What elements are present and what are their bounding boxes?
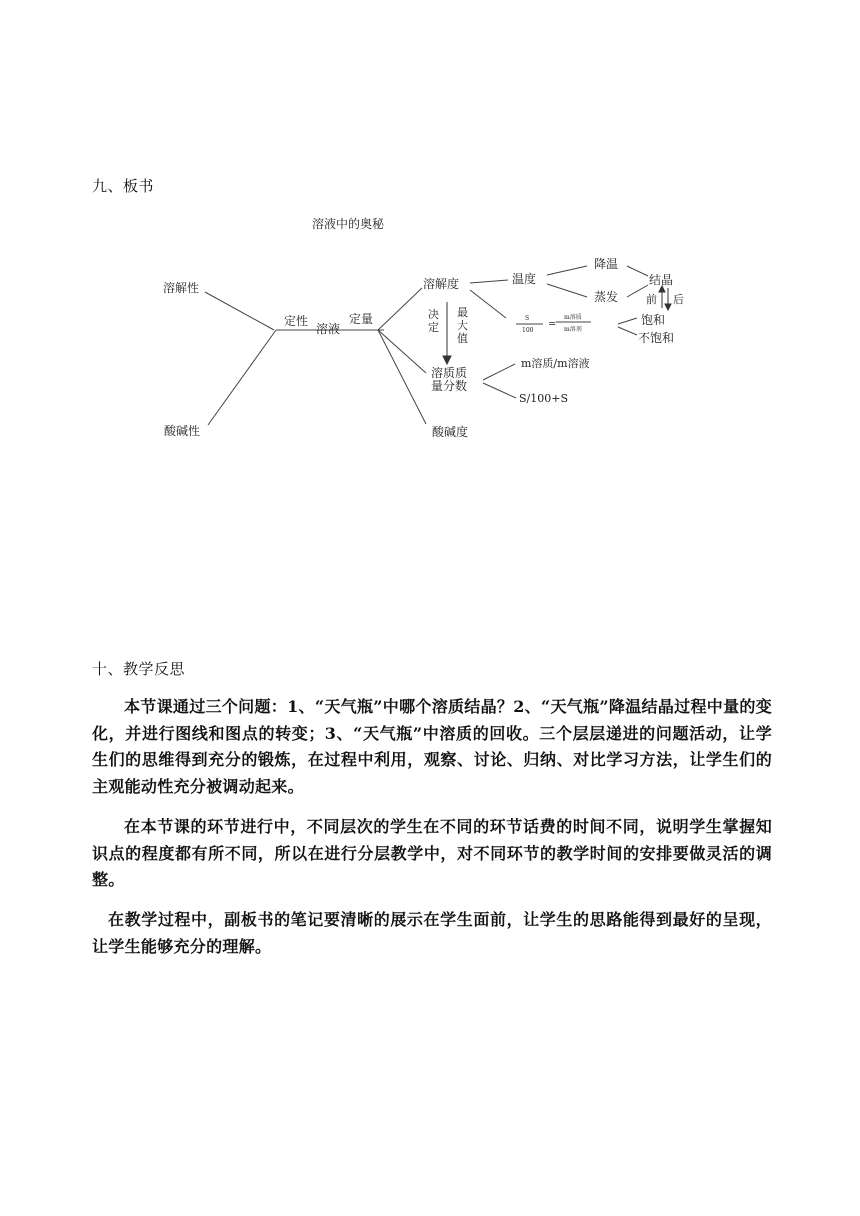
quantitative-label: 定量 — [349, 312, 374, 326]
formula-solubility-ratio: S/100+S — [519, 392, 568, 405]
equals-sign: = — [548, 319, 557, 330]
decide-label-2: 定 — [428, 321, 439, 334]
max-label-3: 值 — [457, 332, 468, 345]
fraction-100: 100 — [522, 327, 534, 334]
max-label-1: 最 — [457, 306, 468, 319]
board-writing-diagram — [0, 0, 860, 460]
decide-label-1: 决 — [428, 308, 439, 321]
section-9-heading: 九、板书 — [92, 177, 155, 195]
crystallize-label: 结晶 — [649, 273, 674, 287]
fraction-m-solvent: m溶剂 — [564, 326, 582, 333]
acidity-degree-label: 酸碱度 — [432, 425, 469, 439]
reflection-paragraph-2: 在本节课的环节进行中，不同层次的学生在不同的环节话费的时间不同，说明学生掌握知识点的程度都有所不同，所以在进行分层教学中，对不同环节的教学时间的安排要做灵活的调整。 — [92, 817, 772, 889]
qualitative-label: 定性 — [284, 314, 309, 328]
mass-fraction-label-2: 量分数 — [431, 379, 468, 393]
max-label-2: 大 — [457, 319, 468, 332]
reflection-paragraph-1: 本节课通过三个问题：1、“天气瓶”中哪个溶质结晶？2、“天气瓶”降温结晶过程中量的变化，并进行图线和图点的转变；3、“天气瓶”中溶质的回收。三个层层递进的问题活动，让学生们的思维得到充分的锻炼，在过程中利用，观察、讨论、归纳、对比学习方法，让学生们的主观能动性充分被调动起来。 — [92, 697, 772, 796]
saturated-label: 饱和 — [641, 313, 666, 327]
formula-mass-ratio: m溶质/m溶液 — [521, 357, 590, 370]
temperature-label: 温度 — [512, 272, 537, 286]
reflection-paragraph-3: 在教学过程中，副板书的笔记要清晰的展示在学生面前，让学生的思路能得到最好的呈现，让学生能够充分的理解。 — [92, 910, 772, 956]
fraction-m-solute: m溶质 — [564, 314, 582, 321]
before-label: 前 — [646, 293, 657, 306]
board-title: 溶液中的奥秘 — [312, 217, 385, 231]
double-arrow-icon — [659, 286, 671, 310]
solution-label: 溶液 — [316, 322, 341, 336]
solubility-property-label: 溶解性 — [163, 281, 200, 295]
cooling-label: 降温 — [594, 257, 619, 271]
mass-fraction-label-1: 溶质质 — [431, 366, 468, 380]
evaporation-label: 蒸发 — [594, 290, 619, 304]
solubility-label: 溶解度 — [423, 277, 460, 291]
section-10-heading: 十、教学反思 — [92, 660, 186, 678]
acidity-property-label: 酸碱性 — [164, 424, 201, 438]
unsaturated-label: 不饱和 — [638, 331, 675, 345]
after-label: 后 — [673, 293, 684, 306]
fraction-s: S — [525, 315, 530, 322]
down-arrow-icon — [443, 302, 451, 364]
